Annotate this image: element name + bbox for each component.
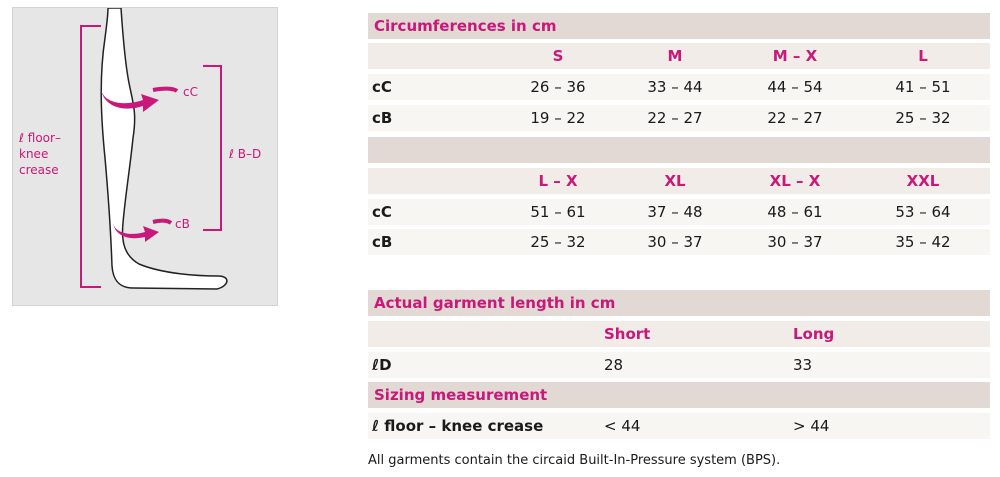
circumferences-header [368, 13, 990, 39]
sizes-row-1 [368, 43, 990, 69]
table-cell: 25 – 32 [895, 109, 951, 127]
table-cell: > 44 [793, 417, 830, 435]
table-cell: 30 – 37 [767, 233, 823, 251]
row-label: cC [372, 203, 392, 221]
garment-length-title: Actual garment length in cm [374, 294, 616, 312]
leg-measurement-diagram [12, 7, 278, 306]
table-row [368, 74, 990, 100]
table-cell: 22 – 27 [647, 109, 703, 127]
sizing-measurement-header [368, 382, 990, 408]
table-cell: 51 – 61 [530, 203, 586, 221]
table-cell: 44 – 54 [767, 78, 823, 96]
table-row [368, 352, 990, 378]
table-cell: 37 – 48 [647, 203, 703, 221]
sizing-measurement-title: Sizing measurement [374, 386, 548, 404]
cB-label: cB [175, 217, 190, 231]
row-label: cB [372, 109, 393, 127]
leg-outline [101, 8, 227, 289]
floor-knee-label-1: ℓ floor– [19, 131, 61, 145]
table-cell: 30 – 37 [647, 233, 703, 251]
table-row [368, 199, 990, 225]
table-row [368, 413, 990, 439]
size-label: M – X [772, 47, 818, 65]
size-label: L – X [538, 172, 578, 190]
cC-band [153, 89, 177, 91]
floor-knee-label-2: knee [19, 147, 49, 161]
cC-label: cC [183, 85, 198, 99]
cB-band [153, 221, 171, 223]
bd-label: ℓ B–D [229, 147, 262, 161]
garment-length-header [368, 290, 990, 316]
table-cell: 28 [604, 356, 624, 374]
table-cell: 48 – 61 [767, 203, 823, 221]
table-divider [368, 137, 990, 163]
table-cell: 25 – 32 [530, 233, 586, 251]
floor-knee-bracket [81, 26, 101, 287]
size-label: L [918, 47, 928, 65]
circumferences-title: Circumferences in cm [374, 17, 557, 35]
table-cell: 33 [793, 356, 813, 374]
column-header-long: Long [793, 325, 835, 343]
length-columns-row [368, 321, 990, 347]
bd-bracket [203, 66, 221, 230]
row-label: ℓ floor – knee crease [372, 417, 544, 435]
size-label: XXL [906, 172, 940, 190]
row-label: ℓD [372, 356, 392, 374]
row-label: cC [372, 78, 392, 96]
table-row [368, 105, 990, 131]
leg-illustration [13, 8, 277, 305]
table-cell: 35 – 42 [895, 233, 951, 251]
size-label: XL [664, 172, 686, 190]
sizes-row-2 [368, 168, 990, 194]
table-cell: 53 – 64 [895, 203, 951, 221]
size-label: XL – X [769, 172, 821, 190]
size-label: S [552, 47, 564, 65]
table-cell: 41 – 51 [895, 78, 951, 96]
size-label: M [667, 47, 683, 65]
table-cell: 22 – 27 [767, 109, 823, 127]
table-cell: 26 – 36 [530, 78, 586, 96]
table-cell: 19 – 22 [530, 109, 586, 127]
row-label: cB [372, 233, 393, 251]
table-row [368, 229, 990, 255]
table-cell: < 44 [604, 417, 641, 435]
table-cell: 33 – 44 [647, 78, 703, 96]
floor-knee-label-3: crease [19, 163, 59, 177]
footnote: All garments contain the circaid Built-In-Pressure system (BPS). [368, 453, 781, 468]
column-header-short: Short [604, 325, 651, 343]
